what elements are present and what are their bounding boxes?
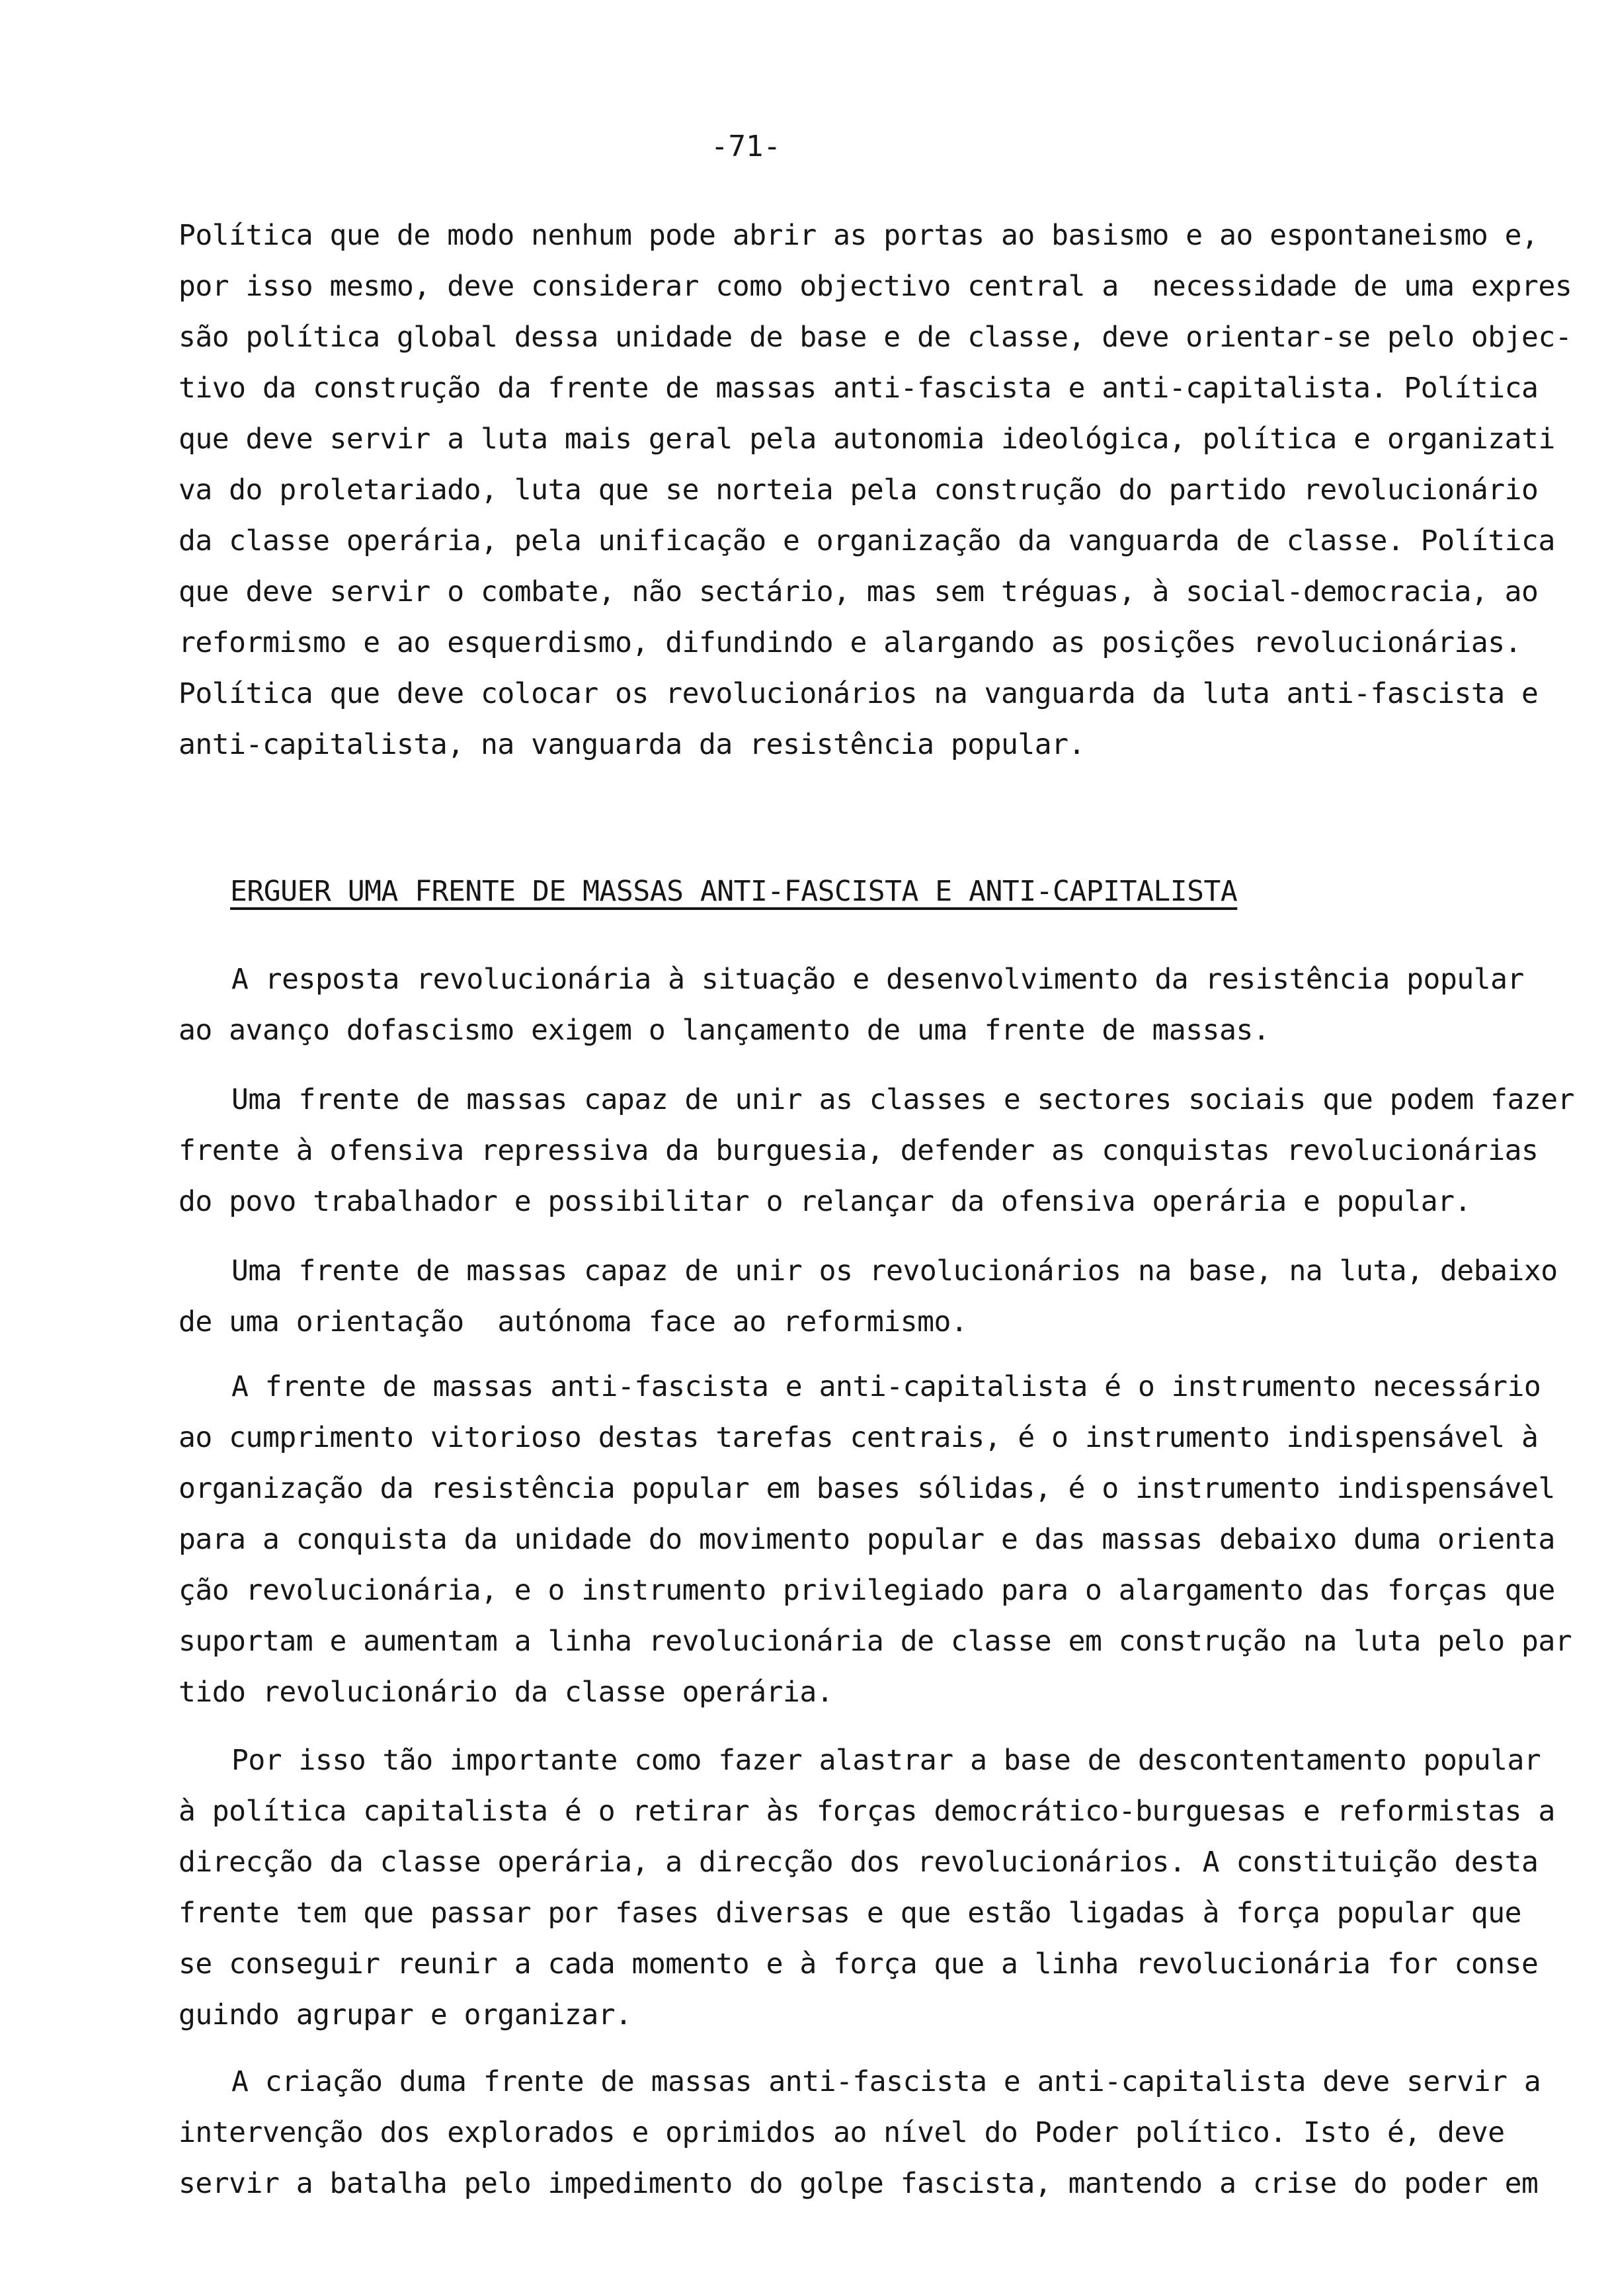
text-line: A resposta revolucionária à situação e desenvolvimento da resistência popular xyxy=(231,963,1524,996)
text-line: frente à ofensiva repressiva da burguesia, defender as conquistas revolucionárias xyxy=(179,1134,1539,1167)
text-line: são política global dessa unidade de base e de classe, deve orientar-se pelo objec- xyxy=(179,321,1572,354)
paragraph-1 xyxy=(179,210,1572,770)
text-line: de uma orientação autónoma face ao reformismo. xyxy=(179,1305,968,1338)
text-line: anti-capitalista, na vanguarda da resistência popular. xyxy=(179,728,1085,761)
text-line: A criação duma frente de massas anti-fascista e anti-capitalista deve servir a xyxy=(231,2065,1541,2098)
text-line: intervenção dos explorados e oprimidos ao nível do Poder político. Isto é, deve xyxy=(179,2116,1505,2149)
text-line: que deve servir o combate, não sectário, mas sem tréguas, à social-democracia, ao xyxy=(179,575,1539,608)
text-line: do povo trabalhador e possibilitar o relançar da ofensiva operária e popular. xyxy=(179,1185,1471,1218)
text-line: frente tem que passar por fases diversas e que estão ligadas à força popular que xyxy=(179,1897,1522,1930)
text-line: A frente de massas anti-fascista e anti-capitalista é o instrumento necessário xyxy=(231,1370,1541,1403)
text-line: ção revolucionária, e o instrumento privilegiado para o alargamento das forças que xyxy=(179,1574,1555,1607)
text-line: Política que deve colocar os revolucionários na vanguarda da luta anti-fascista e xyxy=(179,677,1539,710)
text-line: ao cumprimento vitorioso destas tarefas centrais, é o instrumento indispensável à xyxy=(179,1421,1539,1454)
text-line: Política que de modo nenhum pode abrir as portas ao basismo e ao espontaneismo e, xyxy=(179,219,1539,252)
text-line: à política capitalista é o retirar às forças democrático-burguesas e reformistas a xyxy=(179,1795,1555,1828)
paragraph-5 xyxy=(179,1362,1572,1718)
text-line: tivo da construção da frente de massas anti-fascista e anti-capitalista. Política xyxy=(179,372,1539,405)
text-line: por isso mesmo, deve considerar como objectivo central a necessidade de uma expres xyxy=(179,270,1572,303)
text-line: guindo agrupar e organizar. xyxy=(179,1998,632,2031)
page-number: -71- xyxy=(711,130,781,163)
text-line: direcção da classe operária, a direcção dos revolucionários. A constituição desta xyxy=(179,1846,1539,1879)
paragraph-7 xyxy=(179,2057,1541,2209)
text-line: tido revolucionário da classe operária. xyxy=(179,1676,834,1709)
text-line: servir a batalha pelo impedimento do golpe fascista, mantendo a crise do poder em xyxy=(179,2167,1539,2200)
text-line: organização da resistência popular em bases sólidas, é o instrumento indispensável xyxy=(179,1472,1555,1505)
text-line: se conseguir reunir a cada momento e à força que a linha revolucionária for conse xyxy=(179,1948,1539,1981)
text-line: Por isso tão importante como fazer alastrar a base de descontentamento popular xyxy=(231,1744,1541,1777)
text-line: ao avanço dofascismo exigem o lançamento de uma frente de massas. xyxy=(179,1014,1270,1047)
text-line: Uma frente de massas capaz de unir os revolucionários na base, na luta, debaixo xyxy=(231,1254,1558,1288)
paragraph-6 xyxy=(179,1735,1555,2041)
text-line: suportam e aumentam a linha revolucionária de classe em construção na luta pelo par xyxy=(179,1625,1572,1658)
text-line: reformismo e ao esquerdismo, difundindo e alargando as posições revolucionárias. xyxy=(179,626,1522,659)
text-line: Uma frente de massas capaz de unir as classes e sectores sociais que podem fazer xyxy=(231,1083,1575,1116)
text-line: va do proletariado, luta que se norteia pela construção do partido revolucionário xyxy=(179,473,1539,507)
text-line: que deve servir a luta mais geral pela autonomia ideológica, política e organizati xyxy=(179,423,1555,456)
paragraph-3 xyxy=(179,1075,1575,1227)
text-line: para a conquista da unidade do movimento popular e das massas debaixo duma orienta xyxy=(179,1523,1555,1556)
paragraph-2 xyxy=(179,954,1541,1056)
text-line: da classe operária, pela unificação e organização da vanguarda de classe. Política xyxy=(179,524,1555,557)
section-heading: ERGUER UMA FRENTE DE MASSAS ANTI-FASCISTA E ANTI-CAPITALISTA xyxy=(230,875,1238,908)
paragraph-4 xyxy=(179,1246,1558,1348)
